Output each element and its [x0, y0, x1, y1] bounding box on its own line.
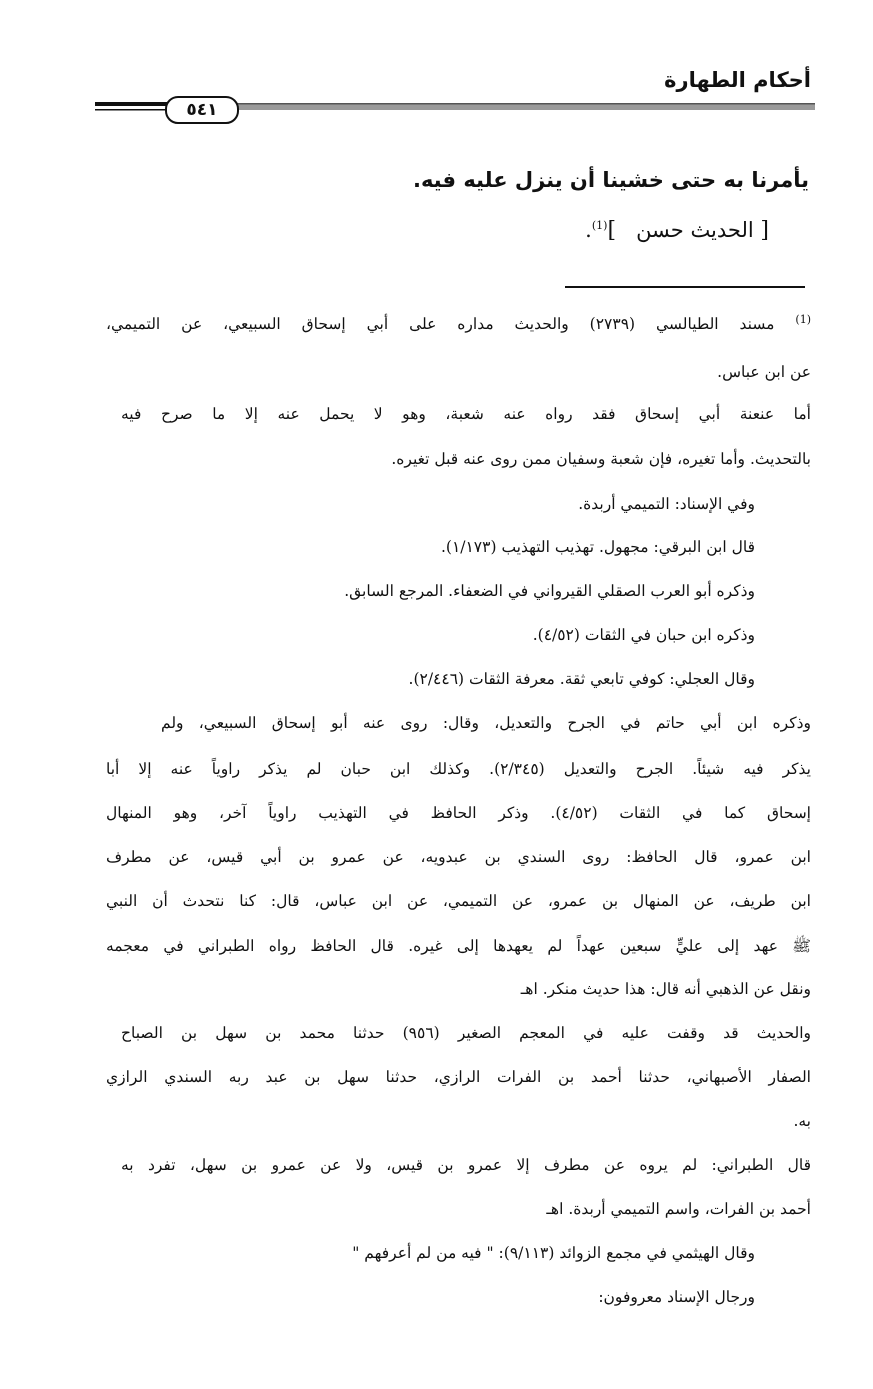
- footnote-line: وذكره ابن أبي حاتم في الجرح والتعديل، وقال: روى عنه أبو إسحاق السبيعي، ولم: [161, 714, 811, 732]
- footnote-line: أحمد بن الفرات، واسم التميمي أربدة. اهـ: [546, 1200, 811, 1218]
- footnote-line: قال الطبراني: لم يروه عن مطرف إلا عمرو بن قيس، ولا عن عمرو بن سهل، تفرد به: [121, 1156, 811, 1174]
- footnote-line: الصفار الأصبهاني، حدثنا أحمد بن الفرات الرازي، حدثنا سهل بن عبد ربه السندي الرازي: [106, 1068, 811, 1086]
- footnote-line: ﷺ عهد إلى عليٍّ سبعين عهداً لم يعهدها إلى غيره. قال الحافظ رواه الطبراني في معجمه: [106, 937, 811, 955]
- footnote-line: قال ابن البرقي: مجهول. تهذيب التهذيب (١/١٧٣).: [440, 538, 755, 556]
- grade-end: .: [585, 218, 592, 242]
- footnote-line: عن ابن عباس.: [717, 363, 811, 381]
- footnote-line: أما عنعنة أبي إسحاق فقد رواه عنه شعبة، وهو لا يحمل عنه إلا ما صرح فيه: [121, 405, 811, 423]
- hadith-grade: [585, 218, 769, 243]
- footnote-line: إسحاق كما في الثقات (٤/٥٢). وذكر الحافظ في التهذيب راوياً آخر، وهو المنهال: [106, 804, 811, 822]
- footnote-line: به.: [793, 1112, 811, 1130]
- footnote-ref: (1): [591, 219, 608, 232]
- running-header-title: أحكام الطهارة: [664, 68, 811, 92]
- footnote-line: ونقل عن الذهبي أنه قال: هذا حديث منكر. اهـ: [520, 980, 811, 998]
- main-text-line: يأمرنا به حتى خشينا أن ينزل عليه فيه.: [412, 168, 809, 192]
- footnote-line: وقال العجلي: كوفي تابعي ثقة. معرفة الثقات (٢/٤٤٦).: [408, 670, 755, 688]
- footnote-line: يذكر فيه شيئاً. الجرح والتعديل (٢/٣٤٥). وكذلك ابن حبان لم يذكر راوياً عنه إلا أبا: [106, 760, 811, 778]
- grade-open-bracket: [: [760, 218, 769, 243]
- footnote-line: وذكره ابن حبان في الثقات (٤/٥٢).: [532, 626, 755, 644]
- footnote-marker: (1): [795, 312, 811, 326]
- footnote-line: وذكره أبو العرب الصقلي القيرواني في الضعفاء. المرجع السابق.: [344, 582, 755, 600]
- page-number-badge: ٥٤١: [165, 96, 239, 124]
- footnote-line: $^{(1)}$ مسند الطيالسي (٢٧٣٩) والحديث مداره على أبي إسحاق السبيعي، عن التميمي،: [106, 312, 811, 333]
- footnote-line: وقال الهيثمي في مجمع الزوائد (٩/١١٣): " فيه من لم أعرفهم ": [352, 1244, 755, 1262]
- grade-text: الحديث حسن: [636, 218, 754, 242]
- footnote-separator: [565, 286, 805, 288]
- footnote-line: بالتحديث. وأما تغيره، فإن شعبة وسفيان ممن روى عنه قبل تغيره.: [391, 450, 811, 468]
- grade-close-bracket: ]: [607, 218, 617, 243]
- footnote-line: ابن طريف، عن المنهال بن عمرو، عن التميمي، عن ابن عباس، قال: كنا نتحدث أن النبي: [106, 892, 811, 910]
- footnote-line: ابن عمرو، قال الحافظ: روى السندي بن عبدويه، عن عمرو بن أبي قيس، عن مطرف: [106, 848, 811, 866]
- footnote-line: والحديث قد وقفت عليه في المعجم الصغير (٩٥٦) حدثنا محمد بن سهل بن الصباح: [121, 1024, 811, 1042]
- footnote-line: وفي الإسناد: التميمي أربدة.: [578, 495, 755, 513]
- footnote-line: ورجال الإسناد معروفون:: [598, 1288, 755, 1306]
